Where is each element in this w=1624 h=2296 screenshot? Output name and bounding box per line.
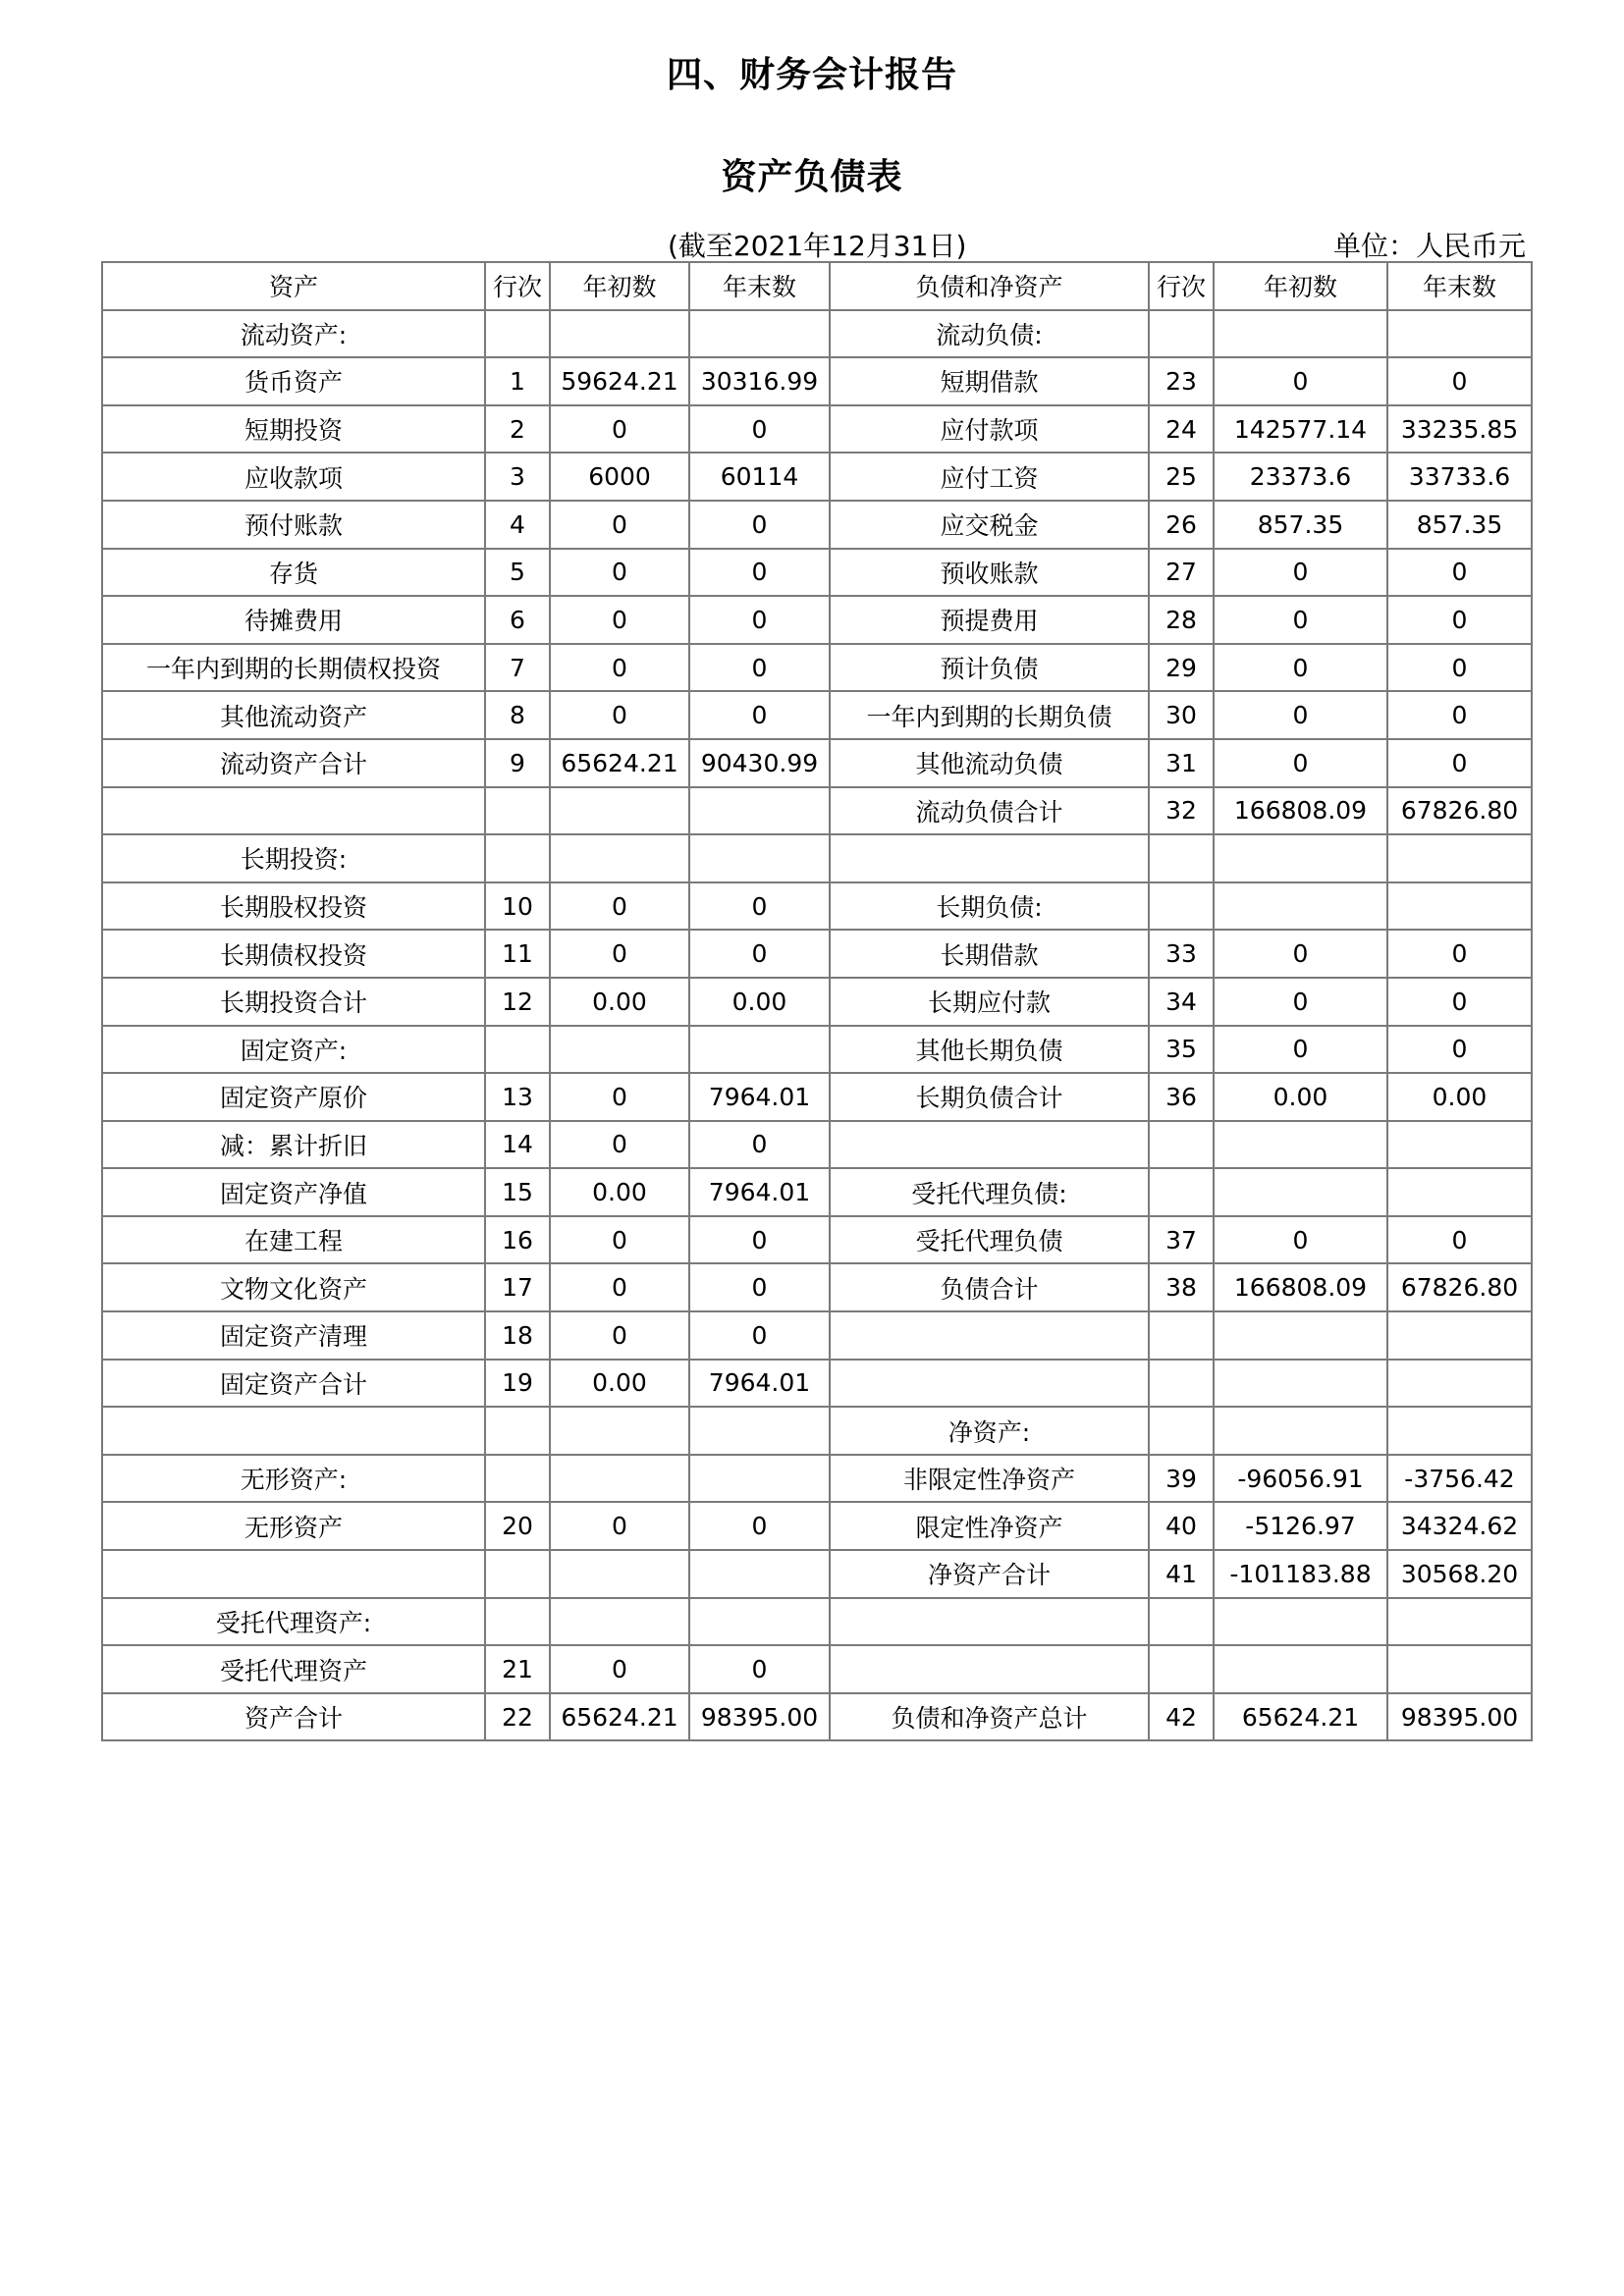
cell-liability-end: 67826.80 bbox=[1387, 787, 1532, 835]
cell-asset-end: 0 bbox=[689, 691, 830, 739]
cell-asset-line bbox=[485, 1455, 550, 1503]
cell-asset-end bbox=[689, 1598, 830, 1646]
cell-asset-line: 9 bbox=[485, 739, 550, 787]
cell-liability-name: 应付款项 bbox=[830, 405, 1149, 454]
cell-liability-begin bbox=[1214, 1598, 1387, 1646]
cell-asset-end bbox=[689, 1407, 830, 1455]
cell-liability-line: 24 bbox=[1149, 405, 1214, 454]
cell-asset-end: 0 bbox=[689, 882, 830, 931]
cell-liability-line: 35 bbox=[1149, 1026, 1214, 1074]
cell-liability-begin: 857.35 bbox=[1214, 501, 1387, 549]
table-row bbox=[102, 1168, 1532, 1216]
cell-asset-begin: 0 bbox=[550, 1502, 689, 1550]
table-row bbox=[102, 882, 1532, 931]
cell-liability-end: 0 bbox=[1387, 978, 1532, 1026]
cell-asset-end: 0 bbox=[689, 501, 830, 549]
cell-asset-name: 长期债权投资 bbox=[102, 930, 485, 978]
cell-asset-end bbox=[689, 1455, 830, 1503]
cell-liability-line: 25 bbox=[1149, 453, 1214, 501]
cell-liability-end bbox=[1387, 1360, 1532, 1408]
cell-asset-end: 0 bbox=[689, 1645, 830, 1693]
cell-asset-line: 19 bbox=[485, 1360, 550, 1408]
cell-asset-line bbox=[485, 1407, 550, 1455]
cell-asset-name: 其他流动资产 bbox=[102, 691, 485, 739]
cell-liability-name: 负债和净资产总计 bbox=[830, 1693, 1149, 1741]
table-row bbox=[102, 1502, 1532, 1550]
cell-asset-begin: 0 bbox=[550, 1263, 689, 1311]
cell-asset-begin: 0 bbox=[550, 1073, 689, 1121]
cell-liability-name: 非限定性净资产 bbox=[830, 1455, 1149, 1503]
cell-liability-begin: 0 bbox=[1214, 691, 1387, 739]
cell-asset-end: 60114 bbox=[689, 453, 830, 501]
cell-liability-end: 0 bbox=[1387, 739, 1532, 787]
table-row bbox=[102, 644, 1532, 692]
header-asset-end: 年末数 bbox=[689, 262, 830, 310]
cell-asset-end: 0 bbox=[689, 1311, 830, 1360]
header-liability-end: 年末数 bbox=[1387, 262, 1532, 310]
cell-liability-begin bbox=[1214, 1311, 1387, 1360]
cell-asset-name: 待摊费用 bbox=[102, 596, 485, 644]
cell-asset-end: 0 bbox=[689, 596, 830, 644]
table-row bbox=[102, 1407, 1532, 1455]
cell-liability-end: 0 bbox=[1387, 1026, 1532, 1074]
cell-asset-begin bbox=[550, 834, 689, 882]
cell-asset-end: 0 bbox=[689, 930, 830, 978]
cell-liability-end: -3756.42 bbox=[1387, 1455, 1532, 1503]
cell-asset-name: 短期投资 bbox=[102, 405, 485, 454]
cell-asset-line: 14 bbox=[485, 1121, 550, 1169]
cell-liability-begin bbox=[1214, 1407, 1387, 1455]
cell-liability-begin bbox=[1214, 310, 1387, 358]
cell-liability-line: 34 bbox=[1149, 978, 1214, 1026]
cell-asset-end: 0 bbox=[689, 405, 830, 454]
cell-liability-begin bbox=[1214, 1360, 1387, 1408]
table-row bbox=[102, 357, 1532, 405]
table-row bbox=[102, 1263, 1532, 1311]
cell-liability-begin: 166808.09 bbox=[1214, 787, 1387, 835]
cell-asset-line: 17 bbox=[485, 1263, 550, 1311]
table-row bbox=[102, 1598, 1532, 1646]
table-row bbox=[102, 1693, 1532, 1741]
cell-asset-name: 预付账款 bbox=[102, 501, 485, 549]
cell-asset-begin bbox=[550, 1550, 689, 1598]
cell-liability-begin: 0 bbox=[1214, 549, 1387, 597]
cell-liability-name: 长期借款 bbox=[830, 930, 1149, 978]
cell-asset-name bbox=[102, 1407, 485, 1455]
cell-liability-begin: 0 bbox=[1214, 596, 1387, 644]
cell-liability-line: 32 bbox=[1149, 787, 1214, 835]
cell-liability-begin bbox=[1214, 882, 1387, 931]
cell-liability-begin bbox=[1214, 1645, 1387, 1693]
cell-asset-line: 21 bbox=[485, 1645, 550, 1693]
cell-asset-line: 18 bbox=[485, 1311, 550, 1360]
table-row bbox=[102, 1216, 1532, 1264]
cell-asset-name: 固定资产清理 bbox=[102, 1311, 485, 1360]
cell-asset-begin: 0.00 bbox=[550, 1360, 689, 1408]
table-row bbox=[102, 1550, 1532, 1598]
cell-asset-name: 减：累计折旧 bbox=[102, 1121, 485, 1169]
cell-asset-line: 4 bbox=[485, 501, 550, 549]
cell-liability-name: 预计负债 bbox=[830, 644, 1149, 692]
table-header-row bbox=[102, 262, 1532, 310]
cell-asset-name: 无形资产: bbox=[102, 1455, 485, 1503]
cell-liability-line: 33 bbox=[1149, 930, 1214, 978]
cell-asset-begin bbox=[550, 787, 689, 835]
cell-liability-name: 净资产: bbox=[830, 1407, 1149, 1455]
cell-asset-begin bbox=[550, 1026, 689, 1074]
table-row bbox=[102, 1645, 1532, 1693]
cell-asset-line: 20 bbox=[485, 1502, 550, 1550]
cell-asset-line bbox=[485, 310, 550, 358]
cell-asset-name: 应收款项 bbox=[102, 453, 485, 501]
cell-asset-name: 长期投资: bbox=[102, 834, 485, 882]
cell-asset-end: 30316.99 bbox=[689, 357, 830, 405]
cell-liability-line bbox=[1149, 1598, 1214, 1646]
cell-liability-line: 23 bbox=[1149, 357, 1214, 405]
cell-liability-end bbox=[1387, 1168, 1532, 1216]
cell-liability-end: 0 bbox=[1387, 644, 1532, 692]
cell-liability-end: 33235.85 bbox=[1387, 405, 1532, 454]
cell-asset-begin: 0 bbox=[550, 1121, 689, 1169]
cell-liability-end bbox=[1387, 1311, 1532, 1360]
cell-asset-begin: 0 bbox=[550, 691, 689, 739]
cell-asset-end: 0 bbox=[689, 1121, 830, 1169]
cell-liability-name: 长期负债合计 bbox=[830, 1073, 1149, 1121]
cell-liability-begin: 142577.14 bbox=[1214, 405, 1387, 454]
cell-asset-begin bbox=[550, 1407, 689, 1455]
cell-liability-begin bbox=[1214, 1168, 1387, 1216]
cell-liability-name bbox=[830, 1360, 1149, 1408]
cell-asset-name: 长期股权投资 bbox=[102, 882, 485, 931]
cell-liability-begin: 0 bbox=[1214, 1216, 1387, 1264]
cell-asset-line: 13 bbox=[485, 1073, 550, 1121]
cell-liability-line: 29 bbox=[1149, 644, 1214, 692]
cell-liability-end: 0 bbox=[1387, 691, 1532, 739]
cell-asset-line: 10 bbox=[485, 882, 550, 931]
header-liability-line: 行次 bbox=[1149, 262, 1214, 310]
cell-liability-end: 0 bbox=[1387, 357, 1532, 405]
table-row bbox=[102, 787, 1532, 835]
table-row bbox=[102, 1026, 1532, 1074]
cell-asset-end bbox=[689, 834, 830, 882]
cell-asset-begin: 0 bbox=[550, 549, 689, 597]
cell-liability-line: 37 bbox=[1149, 1216, 1214, 1264]
cell-asset-end bbox=[689, 787, 830, 835]
cell-liability-line: 42 bbox=[1149, 1693, 1214, 1741]
balance-sheet-table bbox=[101, 261, 1533, 1741]
table-row bbox=[102, 930, 1532, 978]
cell-liability-line: 41 bbox=[1149, 1550, 1214, 1598]
cell-liability-end bbox=[1387, 834, 1532, 882]
cell-liability-name: 限定性净资产 bbox=[830, 1502, 1149, 1550]
cell-liability-end bbox=[1387, 1598, 1532, 1646]
cell-liability-name: 预收账款 bbox=[830, 549, 1149, 597]
cell-asset-line bbox=[485, 834, 550, 882]
cell-liability-name: 受托代理负债 bbox=[830, 1216, 1149, 1264]
cell-liability-name bbox=[830, 1311, 1149, 1360]
cell-liability-line bbox=[1149, 1407, 1214, 1455]
cell-asset-begin bbox=[550, 1598, 689, 1646]
cell-asset-line: 15 bbox=[485, 1168, 550, 1216]
table-row bbox=[102, 834, 1532, 882]
table-row bbox=[102, 1121, 1532, 1169]
cell-asset-name: 资产合计 bbox=[102, 1693, 485, 1741]
cell-asset-begin: 0 bbox=[550, 930, 689, 978]
cell-asset-name: 固定资产: bbox=[102, 1026, 485, 1074]
cell-liability-name: 应付工资 bbox=[830, 453, 1149, 501]
cell-asset-line: 12 bbox=[485, 978, 550, 1026]
cell-asset-begin: 0 bbox=[550, 882, 689, 931]
cell-asset-name: 货币资产 bbox=[102, 357, 485, 405]
cell-asset-begin: 0.00 bbox=[550, 978, 689, 1026]
cell-asset-name: 存货 bbox=[102, 549, 485, 597]
cell-liability-line: 39 bbox=[1149, 1455, 1214, 1503]
cell-asset-name: 受托代理资产 bbox=[102, 1645, 485, 1693]
report-date: (截至2021年12月31日) bbox=[668, 230, 967, 262]
table-row bbox=[102, 453, 1532, 501]
cell-liability-line bbox=[1149, 834, 1214, 882]
cell-asset-end bbox=[689, 1550, 830, 1598]
section-title: 四、财务会计报告 bbox=[666, 55, 957, 95]
table-row bbox=[102, 691, 1532, 739]
cell-liability-begin bbox=[1214, 834, 1387, 882]
header-liability-begin: 年初数 bbox=[1214, 262, 1387, 310]
cell-asset-line: 5 bbox=[485, 549, 550, 597]
cell-liability-begin: 0.00 bbox=[1214, 1073, 1387, 1121]
cell-liability-end: 0 bbox=[1387, 930, 1532, 978]
cell-liability-name: 长期应付款 bbox=[830, 978, 1149, 1026]
cell-liability-end: 0 bbox=[1387, 596, 1532, 644]
cell-asset-name: 在建工程 bbox=[102, 1216, 485, 1264]
cell-liability-name: 其他长期负债 bbox=[830, 1026, 1149, 1074]
cell-liability-line: 30 bbox=[1149, 691, 1214, 739]
cell-liability-line bbox=[1149, 1121, 1214, 1169]
header-liability-name: 负债和净资产 bbox=[830, 262, 1149, 310]
cell-liability-line: 31 bbox=[1149, 739, 1214, 787]
cell-asset-line: 16 bbox=[485, 1216, 550, 1264]
cell-liability-name bbox=[830, 1598, 1149, 1646]
cell-asset-line: 8 bbox=[485, 691, 550, 739]
cell-liability-line bbox=[1149, 882, 1214, 931]
cell-asset-end: 0 bbox=[689, 549, 830, 597]
cell-liability-end: 0 bbox=[1387, 1216, 1532, 1264]
table-row bbox=[102, 501, 1532, 549]
cell-liability-end: 30568.20 bbox=[1387, 1550, 1532, 1598]
cell-asset-line: 1 bbox=[485, 357, 550, 405]
cell-asset-end: 0 bbox=[689, 1216, 830, 1264]
cell-liability-line: 40 bbox=[1149, 1502, 1214, 1550]
cell-liability-begin: 0 bbox=[1214, 930, 1387, 978]
cell-asset-end bbox=[689, 310, 830, 358]
cell-asset-line: 7 bbox=[485, 644, 550, 692]
cell-asset-line bbox=[485, 787, 550, 835]
cell-liability-begin: 0 bbox=[1214, 978, 1387, 1026]
cell-asset-end: 98395.00 bbox=[689, 1693, 830, 1741]
cell-liability-line: 26 bbox=[1149, 501, 1214, 549]
cell-liability-begin: 65624.21 bbox=[1214, 1693, 1387, 1741]
cell-asset-begin: 0.00 bbox=[550, 1168, 689, 1216]
cell-liability-end: 34324.62 bbox=[1387, 1502, 1532, 1550]
report-unit: 单位：人民币元 bbox=[1333, 230, 1527, 262]
cell-asset-begin: 0 bbox=[550, 405, 689, 454]
cell-liability-line bbox=[1149, 1645, 1214, 1693]
cell-liability-begin: -96056.91 bbox=[1214, 1455, 1387, 1503]
cell-asset-line: 2 bbox=[485, 405, 550, 454]
table-row bbox=[102, 739, 1532, 787]
cell-liability-begin: 0 bbox=[1214, 357, 1387, 405]
cell-liability-end: 33733.6 bbox=[1387, 453, 1532, 501]
cell-asset-end: 0 bbox=[689, 1263, 830, 1311]
header-asset-begin: 年初数 bbox=[550, 262, 689, 310]
cell-asset-name: 固定资产净值 bbox=[102, 1168, 485, 1216]
cell-asset-end bbox=[689, 1026, 830, 1074]
report-title: 资产负债表 bbox=[721, 157, 903, 197]
table-row bbox=[102, 1311, 1532, 1360]
cell-asset-name: 流动资产合计 bbox=[102, 739, 485, 787]
cell-liability-end: 67826.80 bbox=[1387, 1263, 1532, 1311]
cell-asset-line: 6 bbox=[485, 596, 550, 644]
cell-asset-name: 文物文化资产 bbox=[102, 1263, 485, 1311]
cell-liability-name: 短期借款 bbox=[830, 357, 1149, 405]
cell-asset-begin: 0 bbox=[550, 501, 689, 549]
cell-liability-name: 净资产合计 bbox=[830, 1550, 1149, 1598]
header-asset-line: 行次 bbox=[485, 262, 550, 310]
cell-asset-line bbox=[485, 1598, 550, 1646]
cell-asset-begin: 0 bbox=[550, 1645, 689, 1693]
cell-liability-name: 负债合计 bbox=[830, 1263, 1149, 1311]
cell-liability-begin: 0 bbox=[1214, 1026, 1387, 1074]
table-row bbox=[102, 405, 1532, 454]
cell-asset-begin: 0 bbox=[550, 596, 689, 644]
cell-liability-end bbox=[1387, 1645, 1532, 1693]
cell-liability-end bbox=[1387, 310, 1532, 358]
cell-liability-end bbox=[1387, 882, 1532, 931]
cell-asset-name: 流动资产: bbox=[102, 310, 485, 358]
cell-asset-end: 7964.01 bbox=[689, 1168, 830, 1216]
cell-asset-end: 0 bbox=[689, 1502, 830, 1550]
table-row bbox=[102, 310, 1532, 358]
cell-liability-name: 预提费用 bbox=[830, 596, 1149, 644]
cell-liability-line bbox=[1149, 1311, 1214, 1360]
cell-asset-name: 固定资产合计 bbox=[102, 1360, 485, 1408]
cell-liability-name bbox=[830, 1645, 1149, 1693]
cell-liability-name: 应交税金 bbox=[830, 501, 1149, 549]
cell-asset-name: 无形资产 bbox=[102, 1502, 485, 1550]
cell-asset-name: 受托代理资产: bbox=[102, 1598, 485, 1646]
table-row bbox=[102, 596, 1532, 644]
cell-liability-line bbox=[1149, 310, 1214, 358]
cell-asset-end: 7964.01 bbox=[689, 1360, 830, 1408]
cell-liability-name bbox=[830, 1121, 1149, 1169]
cell-asset-name: 固定资产原价 bbox=[102, 1073, 485, 1121]
cell-asset-name bbox=[102, 787, 485, 835]
cell-liability-name: 长期负债: bbox=[830, 882, 1149, 931]
cell-asset-begin bbox=[550, 310, 689, 358]
cell-asset-line bbox=[485, 1550, 550, 1598]
cell-asset-begin: 6000 bbox=[550, 453, 689, 501]
cell-asset-name: 一年内到期的长期债权投资 bbox=[102, 644, 485, 692]
cell-liability-line: 38 bbox=[1149, 1263, 1214, 1311]
cell-liability-line bbox=[1149, 1168, 1214, 1216]
table-row bbox=[102, 1073, 1532, 1121]
cell-asset-end: 0.00 bbox=[689, 978, 830, 1026]
cell-liability-begin: 23373.6 bbox=[1214, 453, 1387, 501]
table-body bbox=[102, 310, 1532, 1741]
cell-asset-line: 3 bbox=[485, 453, 550, 501]
header-asset-name: 资产 bbox=[102, 262, 485, 310]
cell-asset-begin: 0 bbox=[550, 644, 689, 692]
cell-asset-line: 22 bbox=[485, 1693, 550, 1741]
cell-liability-begin: -101183.88 bbox=[1214, 1550, 1387, 1598]
cell-liability-name: 受托代理负债: bbox=[830, 1168, 1149, 1216]
cell-asset-name bbox=[102, 1550, 485, 1598]
table-row bbox=[102, 1360, 1532, 1408]
cell-asset-end: 90430.99 bbox=[689, 739, 830, 787]
cell-liability-end: 98395.00 bbox=[1387, 1693, 1532, 1741]
cell-asset-begin bbox=[550, 1455, 689, 1503]
table-row bbox=[102, 1455, 1532, 1503]
cell-liability-line: 27 bbox=[1149, 549, 1214, 597]
cell-asset-end: 7964.01 bbox=[689, 1073, 830, 1121]
cell-asset-line: 11 bbox=[485, 930, 550, 978]
cell-asset-begin: 65624.21 bbox=[550, 1693, 689, 1741]
cell-liability-name: 一年内到期的长期负债 bbox=[830, 691, 1149, 739]
cell-liability-begin: 0 bbox=[1214, 644, 1387, 692]
cell-liability-name: 流动负债合计 bbox=[830, 787, 1149, 835]
cell-liability-name bbox=[830, 834, 1149, 882]
cell-asset-line bbox=[485, 1026, 550, 1074]
cell-asset-begin: 65624.21 bbox=[550, 739, 689, 787]
cell-liability-line: 28 bbox=[1149, 596, 1214, 644]
cell-liability-begin bbox=[1214, 1121, 1387, 1169]
table-row bbox=[102, 549, 1532, 597]
cell-liability-end: 857.35 bbox=[1387, 501, 1532, 549]
cell-liability-begin: -5126.97 bbox=[1214, 1502, 1387, 1550]
cell-asset-begin: 0 bbox=[550, 1311, 689, 1360]
cell-asset-begin: 59624.21 bbox=[550, 357, 689, 405]
table-row bbox=[102, 978, 1532, 1026]
cell-asset-end: 0 bbox=[689, 644, 830, 692]
cell-liability-name: 其他流动负债 bbox=[830, 739, 1149, 787]
cell-liability-line: 36 bbox=[1149, 1073, 1214, 1121]
cell-liability-begin: 0 bbox=[1214, 739, 1387, 787]
cell-liability-end: 0.00 bbox=[1387, 1073, 1532, 1121]
cell-liability-end bbox=[1387, 1407, 1532, 1455]
cell-liability-end bbox=[1387, 1121, 1532, 1169]
cell-liability-line bbox=[1149, 1360, 1214, 1408]
cell-liability-begin: 166808.09 bbox=[1214, 1263, 1387, 1311]
cell-liability-name: 流动负债: bbox=[830, 310, 1149, 358]
cell-liability-end: 0 bbox=[1387, 549, 1532, 597]
cell-asset-begin: 0 bbox=[550, 1216, 689, 1264]
cell-asset-name: 长期投资合计 bbox=[102, 978, 485, 1026]
